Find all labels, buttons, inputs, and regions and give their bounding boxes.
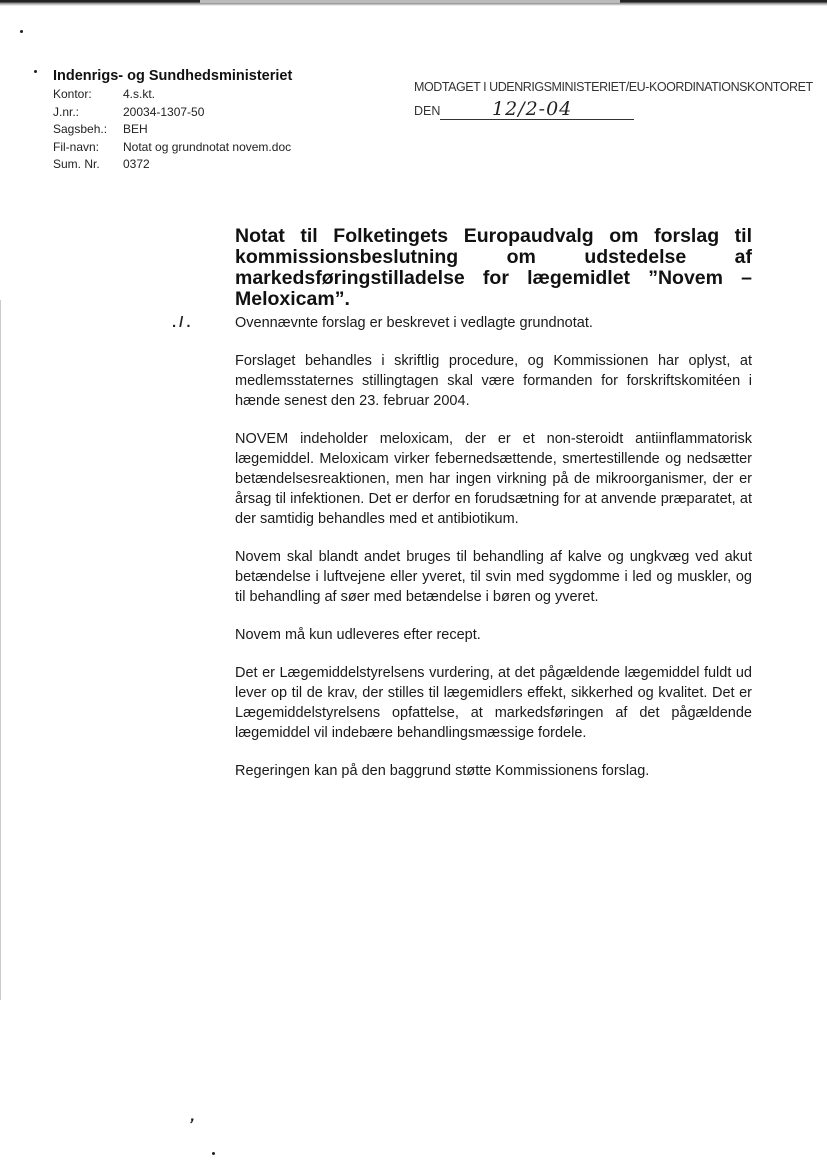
document-title: Notat til Folketingets Europaudvalg om forslag til kommissionsbeslutning om udstedelse af markedsføringstilladelse for lægemidlet ”Novem – Meloxicam”. [235, 225, 752, 310]
paragraph: Novem må kun udleveres efter recept. [235, 627, 481, 643]
meta-label: Fil-navn: [53, 139, 100, 154]
paragraph: Det er Lægemiddelstyrelsens vurdering, at det pågældende lægemiddel fuldt ud lever op til de krav, der stilles til lægemidlers effekt, sikkerhed og kvalitet. Det er Lægemiddelstyrelsens opfattelse, at markedsføringen af det pågældende lægemiddel vil indebære behandlingsmæssige fordele. [235, 665, 752, 741]
meta-value: 0372 [123, 157, 150, 171]
paragraph: Novem skal blandt andet bruges til behandling af kalve og ungkvæg ved akut betændelse i luftvejene eller yveret, til svin med sygdomme i led og muskler, og til behandling af søer med betændelse i børen og yveret. [235, 549, 752, 605]
meta-row-sumnr [53, 156, 291, 174]
paragraph: Forslaget behandles i skriftlig procedure, og Kommissionen har oplyst, at medlemsstaternes stillingtagen skal være formanden for forskriftskomitéen i hænde senest den 23. februar 2004. [235, 353, 752, 409]
scan-top-band [200, 0, 620, 3]
meta-label: Sum. Nr. [53, 157, 100, 171]
scan-speck [20, 30, 23, 33]
scan-left-edge [0, 300, 1, 1000]
meta-label: Kontor: [53, 87, 92, 101]
enclosure-mark: ./. [172, 314, 194, 331]
scan-speck [34, 70, 37, 73]
received-stamp-date: 12/2-04 [492, 98, 573, 120]
paragraph: Regeringen kan på den baggrund støtte Kommissionens forslag. [235, 763, 650, 779]
received-stamp-label: MODTAGET I UDENRIGSMINISTERIET/EU-KOORDINATIONSKONTORET [414, 80, 813, 94]
received-stamp-den: DEN [414, 104, 441, 118]
meta-label: J.nr.: [53, 104, 80, 119]
file-metadata [53, 86, 291, 174]
meta-row-filnavn [53, 139, 291, 157]
meta-value: 4.s.kt. [123, 87, 156, 101]
meta-row-sagsbeh [53, 121, 291, 139]
paragraph: Ovennævnte forslag er beskrevet i vedlagte grundnotat. [235, 315, 593, 331]
pen-mark: , [188, 1107, 199, 1126]
paragraph: NOVEM indeholder meloxicam, der er et non-steroidt antiinflammatorisk lægemiddel. Meloxicam virker febernedsættende, smertestillende og nedsætter betændelsesreaktionen, men har ingen virkning på de mikroorganismer, der er årsag til infektionen. Det er derfor en forudsætning for at anvende præparatet, at der samtidig behandles med et antibiotikum. [235, 431, 752, 527]
meta-row-jnr [53, 104, 291, 122]
document-body [235, 313, 752, 799]
ministry-name: Indenrigs- og Sundhedsministeriet [53, 68, 293, 84]
meta-label: Sagsbeh.: [53, 122, 108, 136]
scan-speck [212, 1152, 215, 1155]
meta-value: 20034-1307-50 [123, 104, 205, 119]
meta-value: BEH [123, 122, 148, 136]
meta-row-kontor [53, 86, 291, 104]
meta-value: Notat og grundnotat novem.doc [123, 139, 292, 154]
